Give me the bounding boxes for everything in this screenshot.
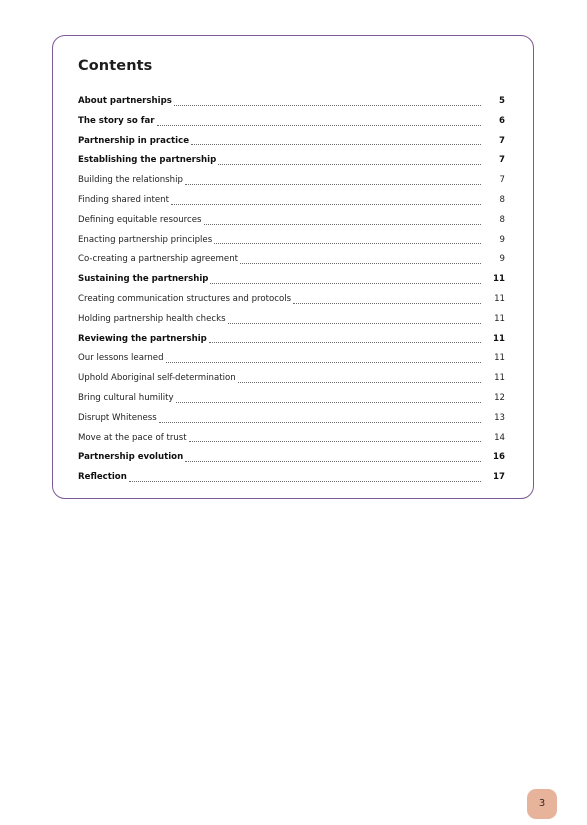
toc-dot-leader bbox=[185, 461, 481, 462]
toc-entry-page: 7 bbox=[499, 155, 505, 166]
toc-entry[interactable] bbox=[78, 92, 506, 112]
toc-entry-label: Bring cultural humility bbox=[78, 392, 174, 403]
toc-entry-page: 11 bbox=[494, 293, 505, 304]
toc-entry-page: 11 bbox=[494, 313, 505, 324]
toc-dot-leader bbox=[171, 204, 481, 205]
toc-entry-label: Uphold Aboriginal self-determination bbox=[78, 373, 236, 384]
toc-dot-leader bbox=[174, 105, 481, 106]
toc-entry-page: 12 bbox=[494, 392, 505, 403]
toc-entry-page: 7 bbox=[499, 135, 505, 146]
toc-entry[interactable] bbox=[78, 270, 506, 290]
toc-entry[interactable] bbox=[78, 310, 506, 330]
toc-entry-page: 6 bbox=[499, 115, 505, 126]
toc-entry-label: Creating communication structures and protocols bbox=[78, 293, 292, 304]
toc-entry-page: 13 bbox=[494, 412, 505, 423]
toc-dot-leader bbox=[185, 184, 481, 185]
page-number-badge: 3 bbox=[527, 789, 557, 819]
toc-dot-leader bbox=[238, 382, 481, 383]
toc-entry-label: Partnership evolution bbox=[78, 452, 184, 463]
toc-entry-page: 11 bbox=[493, 274, 505, 285]
toc-entry-page: 9 bbox=[499, 234, 505, 245]
toc-entry[interactable] bbox=[78, 290, 506, 310]
contents-box bbox=[52, 35, 534, 499]
toc-entry[interactable] bbox=[78, 171, 506, 191]
toc-dot-leader bbox=[218, 164, 481, 165]
toc-entry[interactable] bbox=[78, 132, 506, 152]
toc-entry-label: Defining equitable resources bbox=[78, 214, 202, 225]
toc-entry-label: Our lessons learned bbox=[78, 353, 164, 364]
toc-dot-leader bbox=[293, 303, 481, 304]
toc-entry-label: Establishing the partnership bbox=[78, 155, 217, 166]
toc-entry[interactable] bbox=[78, 389, 506, 409]
toc-dot-leader bbox=[228, 323, 481, 324]
toc-dot-leader bbox=[209, 342, 481, 343]
toc-dot-leader bbox=[129, 481, 481, 482]
toc-entry[interactable] bbox=[78, 330, 506, 350]
toc-dot-leader bbox=[176, 402, 481, 403]
toc-entry[interactable] bbox=[78, 468, 506, 488]
toc-dot-leader bbox=[191, 144, 481, 145]
toc-entry-page: 14 bbox=[494, 432, 505, 443]
toc-entry[interactable] bbox=[78, 191, 506, 211]
toc-entry[interactable] bbox=[78, 211, 506, 231]
toc-entry-page: 9 bbox=[499, 254, 505, 265]
toc-entry-page: 11 bbox=[493, 333, 505, 344]
toc-entry-page: 8 bbox=[499, 194, 505, 205]
toc-entry-label: Enacting partnership principles bbox=[78, 234, 213, 245]
toc-dot-leader bbox=[189, 441, 481, 442]
toc-dot-leader bbox=[159, 422, 481, 423]
toc-entry[interactable] bbox=[78, 151, 506, 171]
toc-dot-leader bbox=[157, 125, 481, 126]
toc-entry[interactable] bbox=[78, 448, 506, 468]
toc-entry-label: About partnerships bbox=[78, 96, 172, 106]
toc-entry-page: 5 bbox=[499, 96, 505, 106]
toc-entry-page: 11 bbox=[494, 353, 505, 364]
toc-entry[interactable] bbox=[78, 369, 506, 389]
toc-entry[interactable] bbox=[78, 250, 506, 270]
contents-title: Contents bbox=[78, 58, 153, 74]
toc-dot-leader bbox=[240, 263, 481, 264]
toc-entry[interactable] bbox=[78, 409, 506, 429]
toc-entry-label: Disrupt Whiteness bbox=[78, 412, 157, 423]
toc-entry-label: Partnership in practice bbox=[78, 135, 190, 146]
toc-dot-leader bbox=[210, 283, 481, 284]
toc-entry-label: Finding shared intent bbox=[78, 194, 169, 205]
toc-entry[interactable] bbox=[78, 349, 506, 369]
toc-entry-label: Sustaining the partnership bbox=[78, 274, 209, 285]
toc-entry-page: 7 bbox=[499, 175, 505, 186]
toc-entry[interactable] bbox=[78, 112, 506, 132]
toc-entry-label: Holding partnership health checks bbox=[78, 313, 226, 324]
toc-entry-page: 17 bbox=[493, 472, 505, 483]
toc-entry-page: 11 bbox=[494, 373, 505, 384]
toc-entry-label: Move at the pace of trust bbox=[78, 432, 187, 443]
contents-list bbox=[78, 92, 506, 488]
toc-dot-leader bbox=[204, 224, 481, 225]
toc-entry[interactable] bbox=[78, 429, 506, 449]
toc-entry-page: 16 bbox=[493, 452, 505, 463]
toc-entry-label: The story so far bbox=[78, 115, 155, 126]
toc-entry-label: Reflection bbox=[78, 472, 127, 483]
toc-dot-leader bbox=[214, 243, 481, 244]
toc-entry-page: 8 bbox=[499, 214, 505, 225]
toc-entry-label: Co-creating a partnership agreement bbox=[78, 254, 239, 265]
toc-entry[interactable] bbox=[78, 231, 506, 251]
toc-entry-label: Reviewing the partnership bbox=[78, 333, 207, 344]
toc-entry-label: Building the relationship bbox=[78, 175, 183, 186]
toc-dot-leader bbox=[166, 362, 481, 363]
